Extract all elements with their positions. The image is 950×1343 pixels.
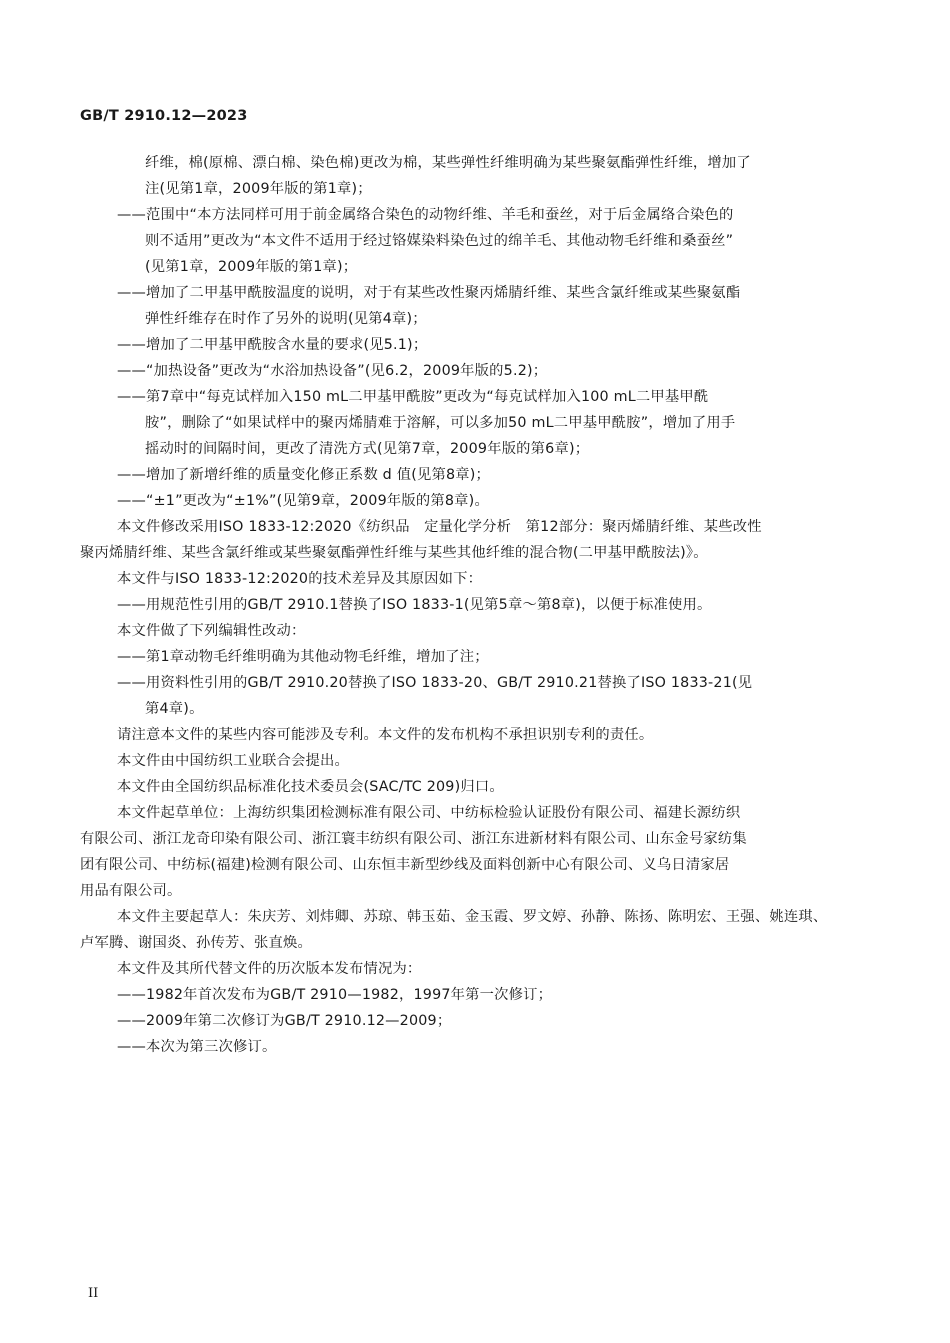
text-line-cont: 弹性纤维存在时作了另外的说明(见第4章)；: [145, 311, 427, 327]
text-line-item: ——范围中“本方法同样可用于前金属络合染色的动物纤维、羊毛和蚕丝，对于后金属络合染色的: [117, 207, 734, 223]
text-line-item: ——增加了二甲基甲酰胺含水量的要求(见5.1)；: [117, 337, 428, 353]
text-line-para: 本文件修改采用ISO 1833-12:2020《纺织品 定量化学分析 第12部分：聚丙烯腈纤维、某些改性: [117, 519, 762, 535]
page-number: II: [88, 1286, 99, 1301]
text-line-flush: 有限公司、浙江龙奇印染有限公司、浙江寰丰纺织有限公司、浙江东进新材料有限公司、山东金号家纺集: [80, 831, 747, 847]
text-line-cont: (见第1章，2009年版的第1章)；: [145, 259, 358, 275]
text-line-item: ——“±1”更改为“±1%”(见第9章，2009年版的第8章)。: [117, 493, 489, 509]
text-line-flush: 用品有限公司。: [80, 883, 182, 899]
text-line-para: 本文件与ISO 1833-12:2020的技术差异及其原因如下：: [117, 571, 483, 587]
text-line-para: 本文件由全国纺织品标准化技术委员会(SAC/TC 209)归口。: [117, 779, 504, 795]
text-line-cont: 注(见第1章，2009年版的第1章)；: [145, 181, 372, 197]
text-line-flush: 团有限公司、中纺标(福建)检测有限公司、山东恒丰新型纱线及面料创新中心有限公司、义乌日清家居: [80, 857, 730, 873]
text-line-item: ——“加热设备”更改为“水浴加热设备”(见6.2，2009年版的5.2)；: [117, 363, 548, 379]
text-line-para: 请注意本文件的某些内容可能涉及专利。本文件的发布机构不承担识别专利的责任。: [117, 727, 654, 743]
text-line-item: ——增加了新增纤维的质量变化修正系数 d 值(见第8章)；: [117, 467, 491, 483]
text-line-item: ——第1章动物毛纤维明确为其他动物毛纤维，增加了注；: [117, 649, 489, 665]
text-line-para: 本文件及其所代替文件的历次版本发布情况为：: [117, 961, 422, 977]
text-line-para: 本文件主要起草人：朱庆芳、刘炜卿、苏琼、韩玉茹、金玉霞、罗文婷、孙静、陈扬、陈明宏、王强、姚连琪、: [117, 909, 828, 925]
text-line-flush: 卢军腾、谢国炎、孙传芳、张直焕。: [80, 935, 312, 951]
text-line-item: ——本次为第三次修订。: [117, 1039, 277, 1055]
text-line-para: 本文件做了下列编辑性改动：: [117, 623, 306, 639]
text-line-item: ——用资料性引用的GB/T 2910.20替换了ISO 1833-20、GB/T 2910.21替换了ISO 1833-21(见: [117, 675, 753, 691]
text-line-flush: 聚丙烯腈纤维、某些含氯纤维或某些聚氨酯弹性纤维与某些其他纤维的混合物(二甲基甲酰胺法)》。: [80, 545, 708, 561]
text-line-cont: 第4章)。: [145, 701, 204, 717]
text-line-cont: 胺”，删除了“如果试样中的聚丙烯腈难于溶解，可以多加50 mL二甲基甲酰胺”，增加了用手: [145, 415, 736, 431]
text-line-item: ——增加了二甲基甲酰胺温度的说明，对于有某些改性聚丙烯腈纤维、某些含氯纤维或某些聚氨酯: [117, 285, 741, 301]
text-line-item: ——2009年第二次修订为GB/T 2910.12—2009；: [117, 1013, 452, 1029]
standard-number-header: GB/T 2910.12—2023: [80, 108, 248, 124]
text-line-item: ——第7章中“每克试样加入150 mL二甲基甲酰胺”更改为“每克试样加入100 mL二甲基甲酰: [117, 389, 709, 405]
text-line-cont: 纤维，棉(原棉、漂白棉、染色棉)更改为棉，某些弹性纤维明确为某些聚氨酯弹性纤维，增加了: [145, 155, 751, 171]
text-line-cont: 摇动时的间隔时间，更改了清洗方式(见第7章，2009年版的第6章)；: [145, 441, 590, 457]
text-line-cont: 则不适用”更改为“本文件不适用于经过铬媒染料染色过的绵羊毛、其他动物毛纤维和桑蚕丝”: [145, 233, 734, 249]
text-line-para: 本文件由中国纺织工业联合会提出。: [117, 753, 349, 769]
text-line-para: 本文件起草单位：上海纺织集团检测标准有限公司、中纺标检验认证股份有限公司、福建长源纺织: [117, 805, 741, 821]
foreword-body: [80, 150, 870, 1060]
text-line-item: ——用规范性引用的GB/T 2910.1替换了ISO 1833-1(见第5章～第8章)，以便于标准使用。: [117, 597, 712, 613]
text-line-item: ——1982年首次发布为GB/T 2910—1982，1997年第一次修订；: [117, 987, 553, 1003]
